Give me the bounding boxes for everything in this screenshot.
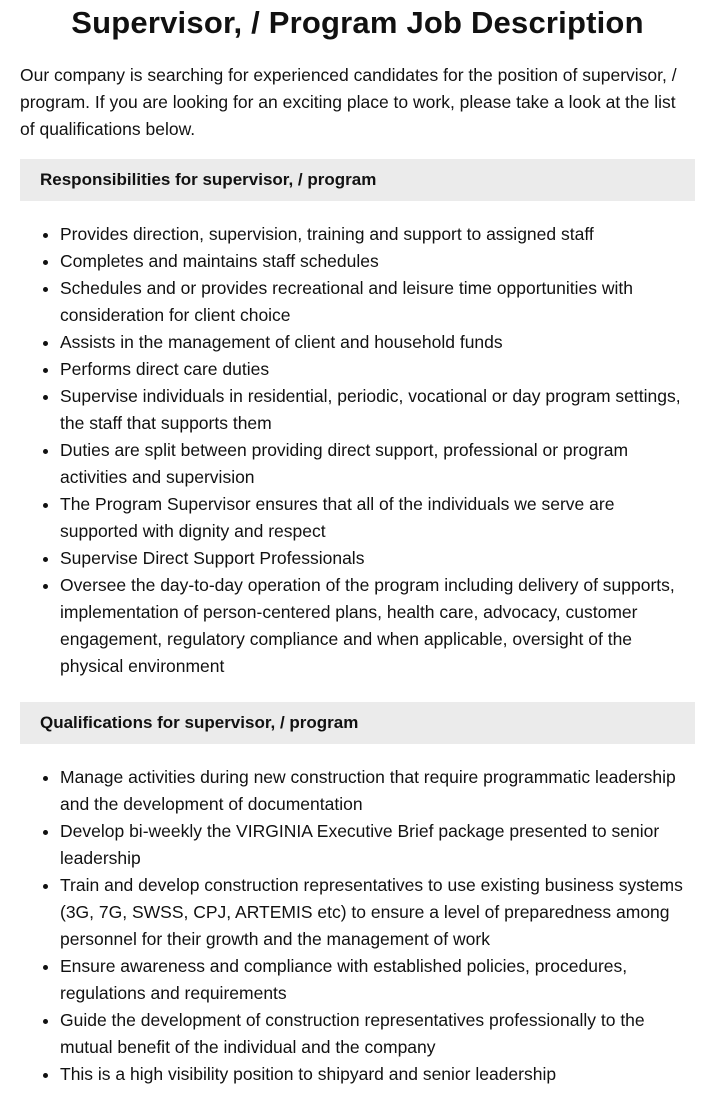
qualifications-heading: Qualifications for supervisor, / program — [20, 702, 695, 744]
list-item: • Supervise Direct Support Professionals — [60, 545, 695, 572]
page-title: Supervisor, / Program Job Description — [71, 5, 644, 40]
list-item: • Train and develop construction representatives to use existing business systems (3G, 7G, SWSS, CPJ, ARTEMIS etc) to ensure a level of preparedness among personnel for their growth and the management of work — [60, 872, 695, 953]
qualifications-list — [20, 764, 695, 1088]
list-item: • Performs direct care duties — [60, 356, 695, 383]
responsibilities-heading: Responsibilities for supervisor, / program — [20, 159, 695, 201]
list-item: • Oversee the day-to-day operation of the program including delivery of supports, implementation of person-centered plans, health care, advocacy, customer engagement, regulatory compliance and when applicable, oversight of the physical environment — [60, 572, 695, 680]
responsibilities-list — [20, 221, 695, 680]
list-item: • Assists in the management of client and household funds — [60, 329, 695, 356]
list-item: • Manage activities during new construction that require programmatic leadership and the development of documentation — [60, 764, 695, 818]
list-item: • This is a high visibility position to shipyard and senior leadership — [60, 1061, 695, 1088]
list-item: • Develop bi-weekly the VIRGINIA Executive Brief package presented to senior leadership — [60, 818, 695, 872]
list-item: • Schedules and or provides recreational and leisure time opportunities with consideration for client choice — [60, 275, 695, 329]
list-item: • Guide the development of construction representatives professionally to the mutual benefit of the individual and the company — [60, 1007, 695, 1061]
list-item: • Completes and maintains staff schedules — [60, 248, 695, 275]
list-item: • Provides direction, supervision, training and support to assigned staff — [60, 221, 695, 248]
list-item: • Supervise individuals in residential, periodic, vocational or day program settings, the staff that supports them — [60, 383, 695, 437]
intro-paragraph: Our company is searching for experienced candidates for the position of supervisor, / program. If you are looking for an exciting place to work, please take a look at the list of qualifications below. — [20, 65, 677, 139]
list-item: • The Program Supervisor ensures that all of the individuals we serve are supported with dignity and respect — [60, 491, 695, 545]
list-item: • Ensure awareness and compliance with established policies, procedures, regulations and requirements — [60, 953, 695, 1007]
list-item: • Duties are split between providing direct support, professional or program activities and supervision — [60, 437, 695, 491]
